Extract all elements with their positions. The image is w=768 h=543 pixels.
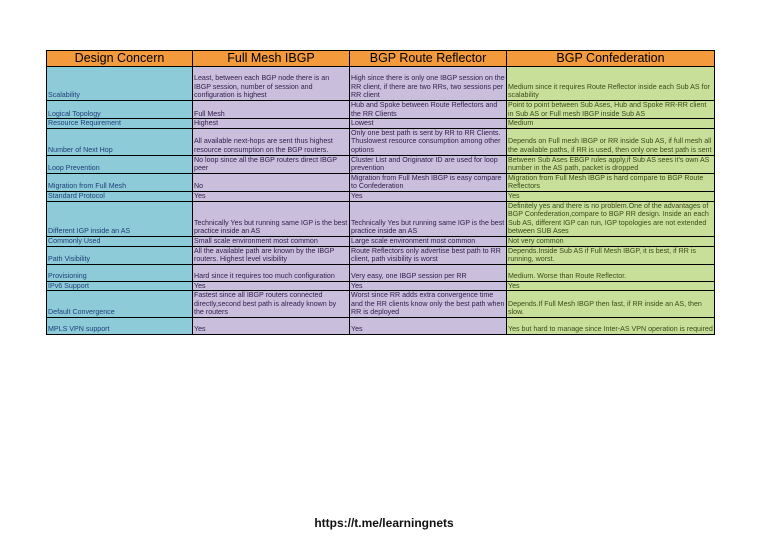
confederation-cell: Depends.Inside Sub AS if Full Mesh IBGP, it is best, if RR is running, worst. [507, 246, 715, 264]
confederation-cell: Not very common [507, 236, 715, 246]
full-mesh-cell: Small scale environment most common [193, 236, 350, 246]
route-reflector-cell: High since there is only one IBGP session on the RR client, if there are two RRs, two sessions per RR client [350, 67, 507, 101]
concern-cell: Number of Next Hop [47, 128, 193, 155]
confederation-cell: Yes [507, 191, 715, 201]
confederation-cell: Yes [507, 281, 715, 291]
concern-cell: Commonly Used [47, 236, 193, 246]
confederation-cell: Migration from Full Mesh IBGP is hard compare to BGP Route Reflectors [507, 173, 715, 191]
confederation-cell: Point to point between Sub Ases, Hub and Spoke RR-RR client in Sub AS or Full mesh IBGP inside Sub AS [507, 101, 715, 119]
table-row [47, 291, 715, 318]
table-row [47, 281, 715, 291]
table-row [47, 101, 715, 119]
full-mesh-cell: All the available path are known by the IBGP routers. Highest level visibility [193, 246, 350, 264]
full-mesh-cell: Full Mesh [193, 101, 350, 119]
full-mesh-cell: Yes [193, 191, 350, 201]
route-reflector-cell: Technically Yes but running same IGP is the best practice inside an AS [350, 201, 507, 236]
table-row [47, 128, 715, 155]
concern-cell: IPv6 Support [47, 281, 193, 291]
full-mesh-cell: Yes [193, 281, 350, 291]
table-row [47, 67, 715, 101]
confederation-cell: Medium. Worse than Route Reflector. [507, 264, 715, 281]
concern-cell: Loop Prevention [47, 155, 193, 173]
route-reflector-cell: Lowest [350, 119, 507, 129]
confederation-cell: Depends.If Full Mesh IBGP then fast, if RR inside an AS, then slow. [507, 291, 715, 318]
table-row [47, 236, 715, 246]
full-mesh-cell: Yes [193, 318, 350, 335]
full-mesh-cell: No loop since all the BGP routers direct IBGP peer [193, 155, 350, 173]
route-reflector-cell: Very easy, one IBGP session per RR [350, 264, 507, 281]
table-body [47, 67, 715, 335]
concern-cell: Standard Protocol [47, 191, 193, 201]
header-full-mesh-ibgp: Full Mesh IBGP [193, 51, 350, 67]
route-reflector-cell: Only one best path is sent by RR to RR Clients. Thuslowest resource consumption among other options [350, 128, 507, 155]
table-row [47, 155, 715, 173]
confederation-cell: Yes but hard to manage since Inter-AS VPN operation is required [507, 318, 715, 335]
table-row [47, 173, 715, 191]
header-bgp-route-reflector: BGP Route Reflector [350, 51, 507, 67]
confederation-cell: Between Sub Ases EBGP rules apply,if Sub AS sees it's own AS number in the AS path, packet is dropped [507, 155, 715, 173]
full-mesh-cell: Fastest since all IBGP routers connected directly,second best path is already known by the routers [193, 291, 350, 318]
table-row [47, 201, 715, 236]
full-mesh-cell: Hard since it requires too much configuration [193, 264, 350, 281]
table-row [47, 246, 715, 264]
header-bgp-confederation: BGP Confederation [507, 51, 715, 67]
full-mesh-cell: Least, between each BGP node there is an IBGP session, number of session and configuration is highest [193, 67, 350, 101]
route-reflector-cell: Large scale environment most common [350, 236, 507, 246]
concern-cell: Logical Topology [47, 101, 193, 119]
concern-cell: Migration from Full Mesh [47, 173, 193, 191]
concern-cell: Provisioning [47, 264, 193, 281]
confederation-cell: Medium [507, 119, 715, 129]
header-row [47, 51, 715, 67]
full-mesh-cell: Technically Yes but running same IGP is the best practice inside an AS [193, 201, 350, 236]
concern-cell: Path Visibility [47, 246, 193, 264]
concern-cell: Different IGP inside an AS [47, 201, 193, 236]
comparison-table [46, 50, 715, 335]
concern-cell: MPLS VPN support [47, 318, 193, 335]
route-reflector-cell: Yes [350, 318, 507, 335]
concern-cell: Default Convergence [47, 291, 193, 318]
concern-cell: Resource Requirement [47, 119, 193, 129]
table-row [47, 318, 715, 335]
route-reflector-cell: Yes [350, 281, 507, 291]
confederation-cell: Definitely yes and there is no problem.One of the advantages of BGP Confederation,compare to BGP RR design. Inside an each Sub AS, different IGP can run, IGP topologies are not extended between SUB Ases [507, 201, 715, 236]
table-row [47, 264, 715, 281]
concern-cell: Scalability [47, 67, 193, 101]
route-reflector-cell: Cluster List and Originator ID are used for loop prevention [350, 155, 507, 173]
full-mesh-cell: All available next-hops are sent thus highest resource consumption on the BGP routers. [193, 128, 350, 155]
table-row [47, 119, 715, 129]
full-mesh-cell: Highest [193, 119, 350, 129]
confederation-cell: Depends on Full mesh IBGP or RR inside Sub AS, if full mesh all the available paths, if RR is used, then only one best path is sent [507, 128, 715, 155]
header-design-concern: Design Concern [47, 51, 193, 67]
route-reflector-cell: Worst since RR adds extra convergence time and the RR clients know only the best path when RR is deployed [350, 291, 507, 318]
route-reflector-cell: Migration from Full Mesh IBGP is easy compare to Confederation [350, 173, 507, 191]
footer-link: https://t.me/learningnets [314, 516, 454, 530]
route-reflector-cell: Route Reflectors only advertise best path to RR client, path visibility is worst [350, 246, 507, 264]
route-reflector-cell: Yes [350, 191, 507, 201]
table-row [47, 191, 715, 201]
route-reflector-cell: Hub and Spoke between Route Reflectors and the RR Clients [350, 101, 507, 119]
full-mesh-cell: No [193, 173, 350, 191]
confederation-cell: Medium since it requires Route Reflector inside each Sub AS for scalability [507, 67, 715, 101]
